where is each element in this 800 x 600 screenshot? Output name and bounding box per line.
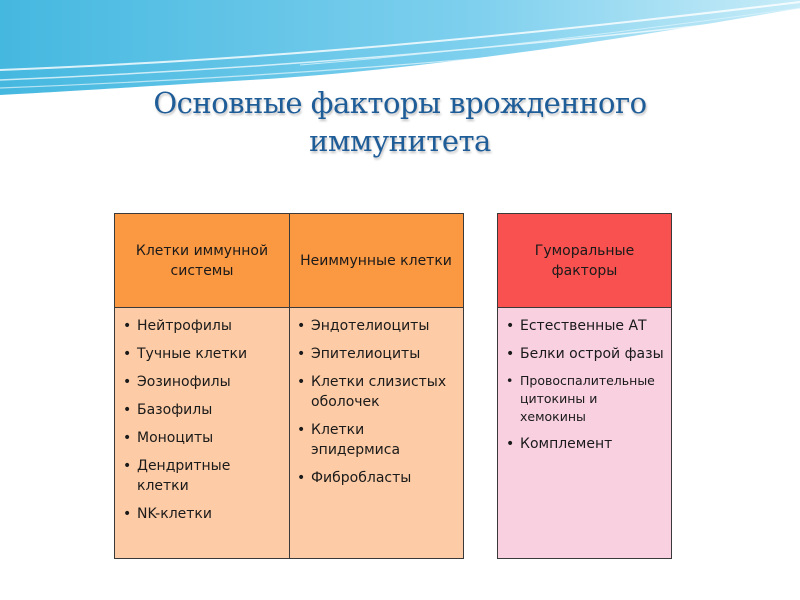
list-item: • Провоспалительные цитокины и хемокины: [506, 372, 660, 426]
list-item: • Дендритные клетки: [123, 456, 237, 496]
list-item: • Эозинофилы: [123, 372, 283, 392]
list-item: • Фибробласты: [297, 468, 457, 488]
page-title: [0, 84, 800, 160]
header-non-immune-cells: [289, 214, 463, 308]
cell-non-immune-cells-list: [289, 308, 463, 496]
header-immune-cells: [115, 214, 289, 308]
header-immune-cells-label: Клетки иммунной системы: [135, 242, 269, 279]
list-item: • Клетки слизистых оболочек: [297, 372, 457, 412]
list-item: • Эпителиоциты: [297, 344, 457, 364]
list-item: • Клетки эпидермиса: [297, 420, 411, 460]
list-item: • Естественные АТ: [506, 316, 665, 336]
list-item: • Эндотелиоциты: [297, 316, 457, 336]
header-humoral-factors-label: Гуморальные факторы: [534, 242, 635, 279]
table-humoral-factors: [497, 213, 672, 559]
list-item: • Нейтрофилы: [123, 316, 283, 336]
list-item: • Моноциты: [123, 428, 283, 448]
title-line-1: Основные факторы врожденного: [153, 86, 647, 120]
list-item: • Тучные клетки: [123, 344, 283, 364]
list-item: • NK-клетки: [123, 504, 283, 524]
header-humoral-factors: [498, 214, 671, 308]
table-immune-cells: [114, 213, 464, 559]
title-line-2: иммунитета: [309, 124, 491, 158]
cell-immune-cells-list: [115, 308, 289, 532]
list-item: • Базофилы: [123, 400, 283, 420]
header-non-immune-cells-label: Неиммунные клетки: [300, 252, 452, 269]
list-item: • Комплемент: [506, 434, 665, 454]
cell-humoral-factors-list: [498, 308, 671, 462]
list-item: • Белки острой фазы: [506, 344, 665, 364]
